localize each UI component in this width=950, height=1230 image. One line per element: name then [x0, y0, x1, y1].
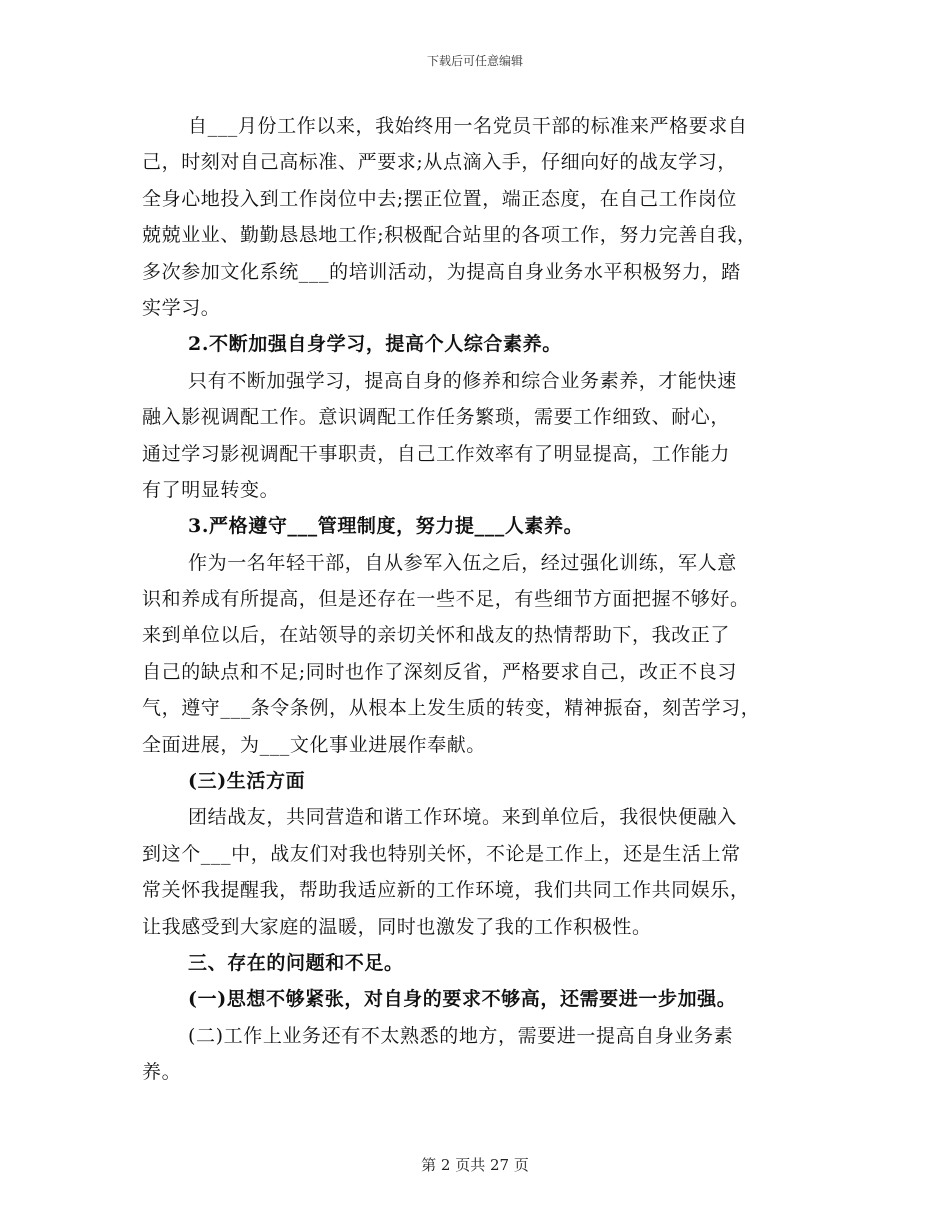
body-text-line: 常关怀我提醒我，帮助我适应新的工作环境，我们共同工作共同娱乐， [142, 879, 750, 902]
section-heading-line: (一)思想不够紧张，对自身的要求不够高，还需要进一步加强。 [188, 988, 737, 1011]
body-text-line: (二)工作上业务还有不太熟悉的地方，需要进一提高自身业务素 [188, 1024, 734, 1047]
body-text-line: 只有不断加强学习，提高自身的修养和综合业务素养，才能快速 [188, 369, 737, 392]
body-text-line: 养。 [142, 1061, 182, 1084]
document-body [142, 108, 822, 1091]
page-footer: 第 2 页共 27 页 [421, 1156, 529, 1174]
body-text-line: 气，遵守___条令条例，从根本上发生质的转变，精神振奋，刻苦学习， [142, 697, 761, 720]
body-text-line: 多次参加文化系统___的培训活动，为提高自身业务水平积极努力，踏 [142, 260, 741, 283]
body-text-line: 有了明显转变。 [142, 478, 280, 501]
section-heading-line: 2.不断加强自身学习，提高个人综合素养。 [188, 333, 562, 356]
section-heading-line: 3.严格遵守___管理制度，努力提___人素养。 [188, 515, 584, 538]
body-text-line: 通过学习影视调配干事职责，自己工作效率有了明显提高，工作能力 [142, 442, 731, 465]
body-text-line: 来到单位以后，在站领导的亲切关怀和战友的热情帮助下，我改正了 [142, 624, 731, 647]
section-heading-line: (三)生活方面 [188, 770, 306, 793]
body-text-line: 到这个___中，战友们对我也特别关怀，不论是工作上，还是生活上常 [142, 842, 741, 865]
body-text-line: 实学习。 [142, 296, 221, 319]
body-text-line: 全身心地投入到工作岗位中去;摆正位置，端正态度，在自己工作岗位 [142, 187, 738, 210]
section-heading-line: 三、存在的问题和不足。 [188, 951, 404, 974]
body-text-line: 兢兢业业、勤勤恳恳地工作;积极配合站里的各项工作，努力完善自我， [142, 224, 757, 247]
body-text-line: 己，时刻对自己高标准、严要求;从点滴入手，仔细向好的战友学习， [142, 151, 738, 174]
body-text-line: 全面进展，为___文化事业进展作奉献。 [142, 733, 486, 756]
body-text-line: 团结战友，共同营造和谐工作环境。来到单位后，我很快便融入 [188, 806, 737, 829]
body-text-line: 让我感受到大家庭的温暖，同时也激发了我的工作积极性。 [142, 915, 652, 938]
page-header: 下载后可任意编辑 [426, 54, 523, 68]
body-text-line: 作为一名年轻干部，自从参军入伍之后，经过强化训练，军人意 [188, 551, 737, 574]
body-text-line: 融入影视调配工作。意识调配工作任务繁琐，需要工作细致、耐心， [142, 406, 731, 429]
body-text-line: 识和养成有所提高，但是还存在一些不足，有些细节方面把握不够好。 [142, 588, 750, 611]
body-text-line: 自___月份工作以来，我始终用一名党员干部的标准来严格要求自 [188, 115, 748, 137]
body-text-line: 自己的缺点和不足;同时也作了深刻反省，严格要求自己，改正不良习 [142, 660, 738, 683]
